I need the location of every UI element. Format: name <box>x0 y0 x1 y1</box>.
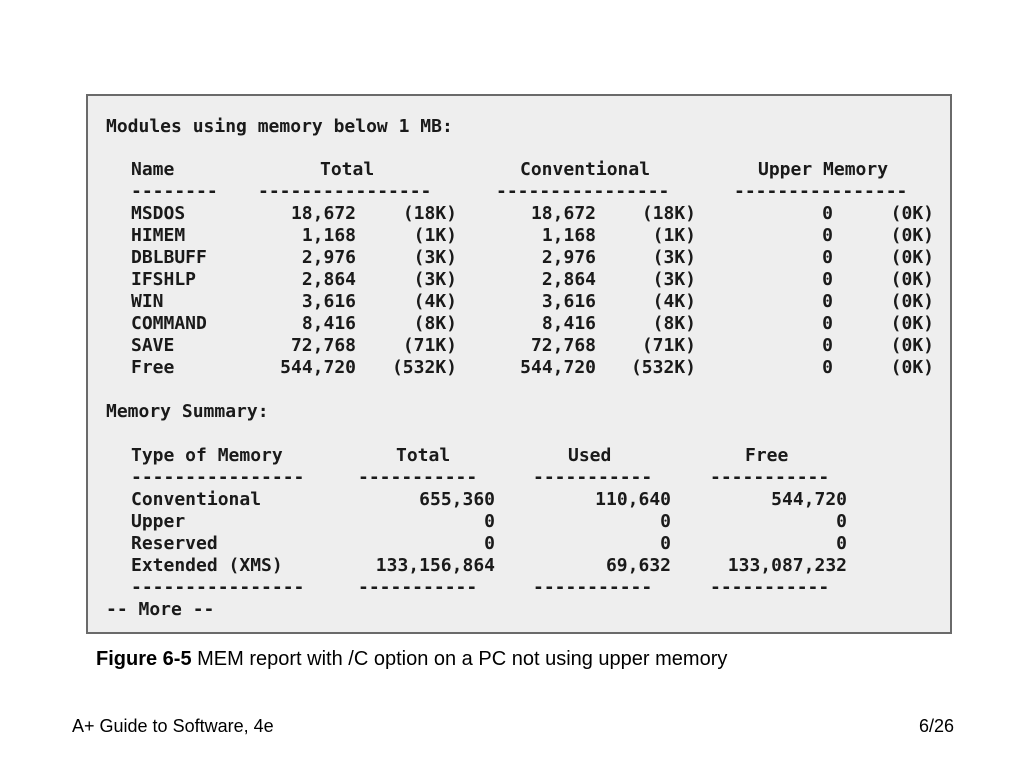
module-conventional: 3,616 <box>541 291 596 312</box>
module-total: 544,720 <box>280 357 356 378</box>
module-upper-k: (0K) <box>890 247 934 268</box>
module-upper-k: (0K) <box>890 225 934 246</box>
module-total: 3,616 <box>301 291 356 312</box>
figure-text: MEM report with /C option on a PC not using upper memory <box>191 648 728 670</box>
col-header-summary-total: Total <box>396 445 451 466</box>
summary-type: Extended (XMS) <box>131 555 283 576</box>
module-conventional-k: (3K) <box>652 247 696 268</box>
module-total-k: (18K) <box>402 203 457 224</box>
module-conventional: 18,672 <box>530 203 596 224</box>
module-upper-k: (0K) <box>890 291 934 312</box>
module-name: HIMEM <box>131 225 186 246</box>
module-upper-k: (0K) <box>890 313 934 334</box>
module-total: 72,768 <box>290 335 356 356</box>
module-name: IFSHLP <box>131 269 197 290</box>
module-conventional: 544,720 <box>520 357 596 378</box>
modules-heading: Modules using memory below 1 MB: <box>106 116 453 137</box>
module-conventional: 1,168 <box>541 225 596 246</box>
col-header-conventional: Conventional <box>520 159 651 180</box>
summary-free: 0 <box>836 533 847 554</box>
module-conventional: 8,416 <box>541 313 596 334</box>
module-upper: 0 <box>822 335 833 356</box>
module-name: Free <box>131 357 175 378</box>
module-conventional-k: (8K) <box>652 313 696 334</box>
module-conventional-k: (4K) <box>652 291 696 312</box>
summary-total: 133,156,864 <box>375 555 495 576</box>
divider-used: ----------- <box>533 467 653 488</box>
module-upper: 0 <box>822 247 833 268</box>
divider-total: ---------------- <box>258 181 432 202</box>
module-upper: 0 <box>822 291 833 312</box>
module-conventional-k: (532K) <box>630 357 696 378</box>
module-upper: 0 <box>822 203 833 224</box>
divider-upper-memory: ---------------- <box>734 181 908 202</box>
divider-summary-total-bottom: ----------- <box>358 577 478 598</box>
module-name: SAVE <box>131 335 175 356</box>
module-total-k: (71K) <box>402 335 457 356</box>
module-total: 2,864 <box>301 269 356 290</box>
module-name: MSDOS <box>131 203 186 224</box>
module-total-k: (4K) <box>413 291 457 312</box>
module-conventional-k: (1K) <box>652 225 696 246</box>
module-conventional: 72,768 <box>530 335 596 356</box>
col-header-name: Name <box>131 159 175 180</box>
module-name: DBLBUFF <box>131 247 207 268</box>
module-conventional: 2,976 <box>541 247 596 268</box>
module-upper-k: (0K) <box>890 357 934 378</box>
summary-type: Upper <box>131 511 186 532</box>
module-conventional: 2,864 <box>541 269 596 290</box>
divider-type: ---------------- <box>131 467 305 488</box>
module-total-k: (1K) <box>413 225 457 246</box>
module-total-k: (532K) <box>391 357 457 378</box>
divider-used-bottom: ----------- <box>533 577 653 598</box>
module-conventional-k: (18K) <box>641 203 696 224</box>
figure-label: Figure 6-5 <box>96 648 192 670</box>
col-header-used: Used <box>568 445 612 466</box>
module-total: 2,976 <box>301 247 356 268</box>
summary-free: 0 <box>836 511 847 532</box>
summary-heading: Memory Summary: <box>106 401 269 422</box>
summary-total: 655,360 <box>419 489 495 510</box>
module-upper-k: (0K) <box>890 203 934 224</box>
summary-used: 69,632 <box>605 555 671 576</box>
divider-type-bottom: ---------------- <box>131 577 305 598</box>
col-header-type: Type of Memory <box>131 445 283 466</box>
divider-summary-total: ----------- <box>358 467 478 488</box>
summary-used: 0 <box>660 533 671 554</box>
divider-conventional: ---------------- <box>496 181 670 202</box>
module-name: COMMAND <box>131 313 207 334</box>
module-total-k: (3K) <box>413 269 457 290</box>
module-total-k: (8K) <box>413 313 457 334</box>
module-upper: 0 <box>822 225 833 246</box>
more-prompt: -- More -- <box>106 599 215 620</box>
col-header-free: Free <box>745 445 789 466</box>
divider-free: ----------- <box>710 467 830 488</box>
footer-book-title: A+ Guide to Software, 4e <box>72 716 274 736</box>
summary-used: 110,640 <box>595 489 671 510</box>
module-name: WIN <box>131 291 164 312</box>
module-upper: 0 <box>822 269 833 290</box>
module-upper: 0 <box>822 313 833 334</box>
summary-type: Conventional <box>131 489 262 510</box>
module-conventional-k: (3K) <box>652 269 696 290</box>
col-header-upper-memory: Upper Memory <box>758 159 889 180</box>
footer-page-number: 6/26 <box>918 716 954 736</box>
module-total-k: (3K) <box>413 247 457 268</box>
dos-screen <box>86 94 952 634</box>
divider-free-bottom: ----------- <box>710 577 830 598</box>
divider-name: -------- <box>131 181 218 202</box>
module-total: 18,672 <box>290 203 356 224</box>
module-upper-k: (0K) <box>890 269 934 290</box>
module-total: 1,168 <box>301 225 356 246</box>
module-upper: 0 <box>822 357 833 378</box>
module-total: 8,416 <box>301 313 356 334</box>
module-upper-k: (0K) <box>890 335 934 356</box>
figure-caption <box>96 648 926 671</box>
summary-type: Reserved <box>131 533 218 554</box>
summary-free: 544,720 <box>771 489 847 510</box>
summary-total: 0 <box>484 511 495 532</box>
summary-used: 0 <box>660 511 671 532</box>
summary-free: 133,087,232 <box>727 555 847 576</box>
module-conventional-k: (71K) <box>641 335 696 356</box>
col-header-total: Total <box>320 159 375 180</box>
summary-total: 0 <box>484 533 495 554</box>
